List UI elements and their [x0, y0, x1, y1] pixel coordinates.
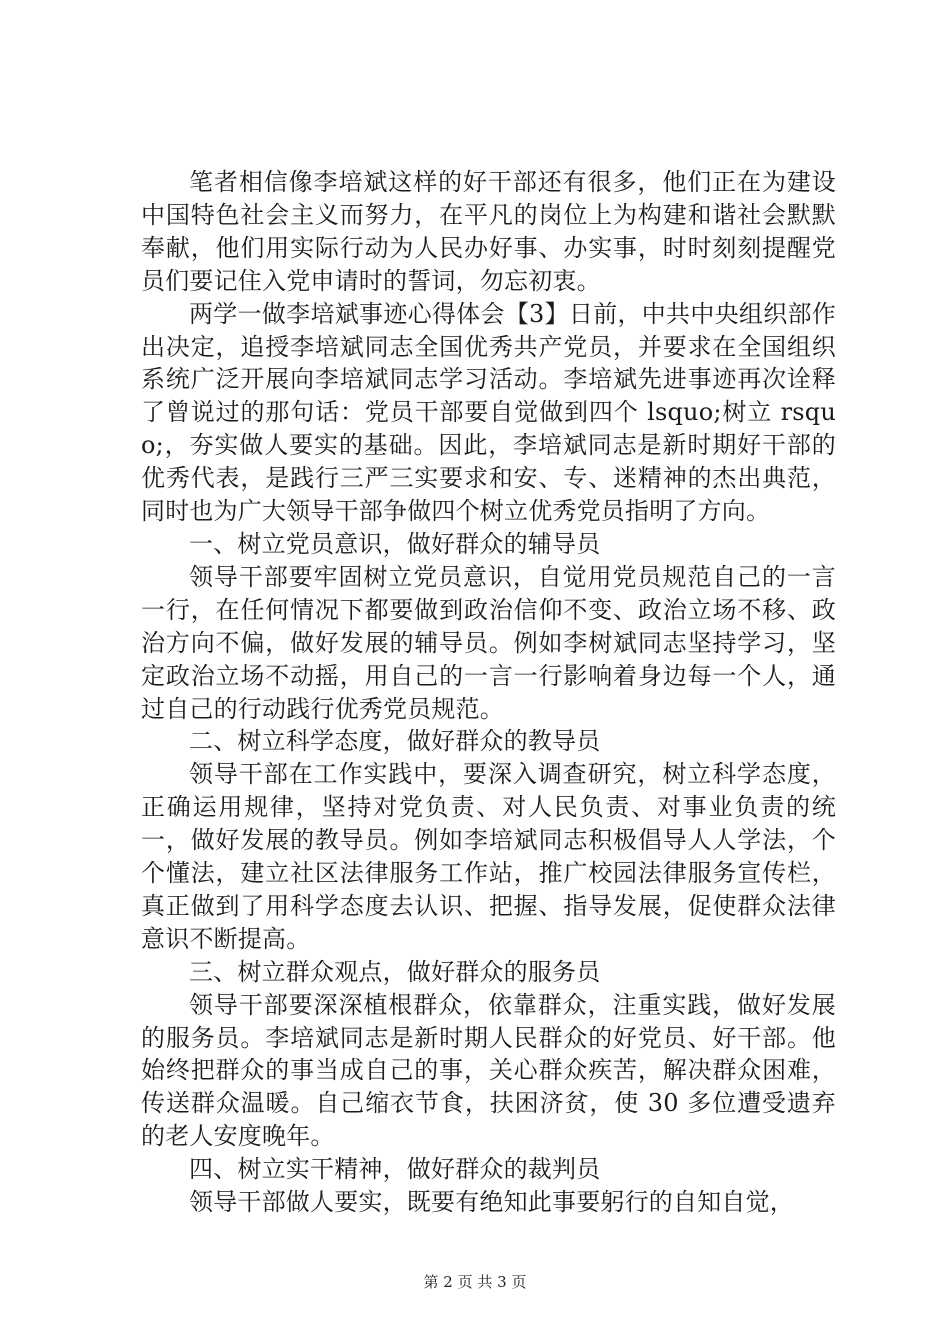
section-heading: 三、树立群众观点，做好群众的服务员 — [189, 957, 601, 986]
paragraph: 领导干部在工作实践中，要深入调查研究，树立科学态度，正确运用规律，坚持对党负责、对人民负责、对事业负责的统一，做好发展的教导员。例如李培斌同志积极倡导人人学法，个个懂法，建立社区法律服务工作站，推广校园法律服务宣传栏，真正做到了用科学态度去认识、把握、指导发展，促使群众法律意识不断提高。 — [141, 760, 836, 953]
paragraph: 笔者相信像李培斌这样的好干部还有很多，他们正在为建设中国特色社会主义而努力，在平凡的岗位上为构建和谐社会默默奉献，他们用实际行动为人民办好事、办实事，时时刻刻提醒党员们要记住入党申请时的誓词，勿忘初衷。 — [141, 168, 836, 295]
section-heading: 四、树立实干精神，做好群众的裁判员 — [189, 1155, 601, 1184]
page-number-footer: 第 2 页 共 3 页 — [423, 1273, 527, 1291]
section-heading: 一、树立党员意识，做好群众的辅导员 — [189, 529, 601, 558]
paragraph: 领导干部要深深植根群众，依靠群众，注重实践，做好发展的服务员。李培斌同志是新时期人民群众的好党员、好干部。他始终把群众的事当成自己的事，关心群众疾苦，解决群众困难，传送群众温暖。自己缩衣节食，扶困济贫，使 30 多位遭受遗弃的老人安度晚年。 — [141, 990, 836, 1151]
paragraph: 领导干部做人要实，既要有绝知此事要躬行的自知自觉， — [189, 1188, 794, 1217]
document-body — [141, 166, 836, 1219]
section-heading: 二、树立科学态度，做好群众的教导员 — [189, 727, 601, 756]
paragraph: 领导干部要牢固树立党员意识，自觉用党员规范自己的一言一行，在任何情况下都要做到政治信仰不变、政治立场不移、政治方向不偏，做好发展的辅导员。例如李树斌同志坚持学习，坚定政治立场不动摇，用自己的一言一行影响着身边每一个人，通过自己的行动践行优秀党员规范。 — [141, 562, 836, 723]
paragraph: 两学一做李培斌事迹心得体会【3】日前，中共中央组织部作出决定，追授李培斌同志全国优秀共产党员，并要求在全国组织系统广泛开展向李培斌同志学习活动。李培斌先进事迹再次诠释了曾说过的那句话：党员干部要自觉做到四个 lsquo;树立 rsquo;，夯实做人要实的基础。因此，李培斌同志是新时期好干部的优秀代表，是践行三严三实要求和安、专、迷精神的杰出典范，同时也为广大领导干部争做四个树立优秀党员指明了方向。 — [141, 299, 836, 526]
